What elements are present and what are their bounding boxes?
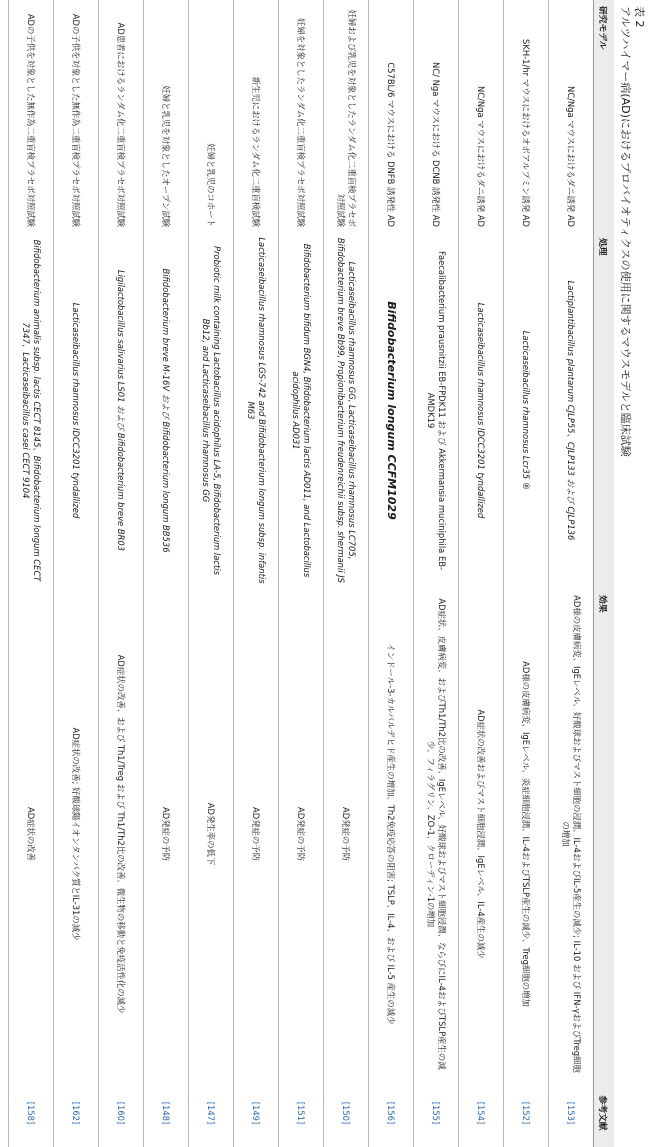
cell-effect	[0, 589, 9, 1079]
table-label: 表 2	[633, 6, 646, 28]
cell-treatment: Bifidobacterium animalis subsp. lactis CECT 8145、Bifidobacterium longum CECT 7347、Lacticaseibacillus casei CECT 9104	[9, 232, 54, 589]
table-row	[279, 0, 324, 1147]
cell-treatment: Bifidobacterium longum CCFM1029	[369, 232, 414, 589]
table-row	[459, 0, 504, 1147]
table-row	[234, 0, 279, 1147]
reference-link[interactable]: [156]	[369, 1079, 414, 1147]
table-row	[324, 0, 369, 1147]
reference-link[interactable]: [150]	[324, 1079, 369, 1147]
cell-treatment: Faecalibacterium prausnitzii EB-FPDK11 および Akkermansia muciniphila EB-AMDK19	[414, 232, 459, 589]
cell-treatment: Lacticaseibacillus rhamnosus IDCC3201 tyndallized	[54, 232, 99, 589]
cell-treatment: Bifidobacterium bifidum BGN4, Bifidobacterium lactis AD011, and Lactobacillus acidophilus AD031	[279, 232, 324, 589]
table-row	[189, 0, 234, 1147]
reference-link[interactable]: [160]	[99, 1079, 144, 1147]
cell-effect: AD症状、皮膚病変、およびTh1/Th2比の改善、IgEレベル、好酸球およびマスト細胞浸潤、ならびにIL-4およびTSLP産生の減少、フィラグリン、ZO-1、クローディン-1の増加	[414, 589, 459, 1079]
table-row	[99, 0, 144, 1147]
cell-effect: AD症状の改善; 好酸球陽イオンタンパク質とIL-31の減少	[54, 589, 99, 1079]
cell-effect: AD発症の予防	[234, 589, 279, 1079]
table-row	[9, 0, 54, 1147]
cell-treatment: Probiotic milk containing Lactobacillus acidophilus LA-5, Bifidobacterium lactis Bb12, and Lacticaseibacillus rhamnosus GG	[189, 232, 234, 589]
cell-model: ADの子供を対象とした無作為二重盲検プラセボ対照試験	[9, 0, 54, 232]
cell-model: NC/Nga マウスにおけるダニ誘発 AD	[459, 0, 504, 232]
cell-model: 妊婦と乳児のコホート	[189, 0, 234, 232]
cell-treatment	[0, 232, 9, 589]
column-header-treatment: 処理	[594, 232, 615, 589]
cell-model: 妊婦と乳児を対象としたオープン試験	[144, 0, 189, 232]
reference-link[interactable]: [148]	[144, 1079, 189, 1147]
reference-link[interactable]: [152]	[504, 1079, 549, 1147]
table-row	[54, 0, 99, 1147]
reference-link[interactable]: [151]	[279, 1079, 324, 1147]
cell-model: AD患者におけるランダム化二重盲検プラセボ対照試験	[99, 0, 144, 232]
cell-model: 新生児におけるランダム化二重盲検試験	[234, 0, 279, 232]
cell-effect: AD発生率の低下	[189, 589, 234, 1079]
table-header-row	[594, 0, 615, 1147]
cell-model: 妊婦を対象としたランダム化二重盲検プラセボ対照試験	[279, 0, 324, 232]
cell-treatment: Lacticaseibacillus rhamnosus GG, Lacticaseibacillus rhamnosus LC705, Bifidobacterium breve Bb99, Propionibacterium freudenreichii subsp. shermanii JS	[324, 232, 369, 589]
reference-link[interactable]: [158]	[9, 1079, 54, 1147]
reference-link[interactable]	[0, 1079, 9, 1147]
table-caption: アルツハイマー病(AD)におけるプロバイオティクスの使用に関するマウスモデルと臨床試験	[619, 6, 632, 457]
cell-treatment: Ligilactobacillus salivarius LS01 および Bifidobacterium breve BR03	[99, 232, 144, 589]
cell-effect: AD発症の予防	[324, 589, 369, 1079]
cell-treatment: Lacticaseibacillus rhamnosus Lcr35 ®	[504, 232, 549, 589]
cell-treatment: Lacticaseibacillus rhamnosus IDCC3201 tyndallized	[459, 232, 504, 589]
table-row	[144, 0, 189, 1147]
table-row	[549, 0, 594, 1147]
cell-effect: AD症状の改善	[9, 589, 54, 1079]
cell-effect: AD症状の改善、および Th1/Treg および Th1/Th2比の改善、微生物の移動と免疫活性化の減少	[99, 589, 144, 1079]
cell-treatment: Lactiplantibacillus plantarum CJLP55、CJLP133 および CJLP136	[549, 232, 594, 589]
table-row	[414, 0, 459, 1147]
reference-link[interactable]: [155]	[414, 1079, 459, 1147]
reference-link[interactable]: [162]	[54, 1079, 99, 1147]
cell-model: NC/Nga マウスにおけるダニ誘発 AD	[549, 0, 594, 232]
cell-treatment: Lacticaseibacillus rhamnosus LGS-742 and Bifidobacterium longum subsp. infantis M63	[234, 232, 279, 589]
cell-effect: AD様の皮膚病変、IgEレベル、好酸球およびマスト細胞の浸潤、IL-4およびIL-5産生の減少; IL-10 および IFN-γおよびTreg細胞の増加	[549, 589, 594, 1079]
reference-link[interactable]: [153]	[549, 1079, 594, 1147]
cell-effect: インドール-3-カルバルデヒド産生の増加、Th2免疫応答の阻害; TSLP、IL-4、および IL-5 産生の減少	[369, 589, 414, 1079]
reference-link[interactable]: [154]	[459, 1079, 504, 1147]
column-header-reference: 参考文献	[594, 1079, 615, 1147]
cell-model: C57BL/6 マウスにおける DNFB 誘発性 AD	[369, 0, 414, 232]
cell-model	[0, 0, 9, 232]
cell-model: ADの子供を対象とした無作為二重盲検プラセボ対照試験	[54, 0, 99, 232]
cell-model: 妊婦および乳児を対象としたランダム化二重盲検プラセボ対照試験	[324, 0, 369, 232]
cell-treatment: Bifidobacterium breve M-16V および Bifidobacterium longum BB536	[144, 232, 189, 589]
reference-link[interactable]: [149]	[234, 1079, 279, 1147]
cell-model: SKH-1/hr マウスにおけるオボアルブミン誘発 AD	[504, 0, 549, 232]
table-row	[369, 0, 414, 1147]
column-header-model: 研究モデル	[594, 0, 615, 232]
column-header-effect: 効果	[594, 589, 615, 1079]
table-row	[0, 0, 9, 1147]
cell-effect: AD様の皮膚病変、IgEレベル、炎症細胞浸潤、IL-4およびTSLP産生の減少、Treg細胞の増加	[504, 589, 549, 1079]
reference-link[interactable]: [147]	[189, 1079, 234, 1147]
cell-model: NC/ Nga マウスにおける DCNB 誘発性 AD	[414, 0, 459, 232]
cell-effect: AD発症の予防	[279, 589, 324, 1079]
cell-effect: AD発症の予防	[144, 589, 189, 1079]
table-row	[504, 0, 549, 1147]
cell-effect: AD症状の改善およびマスト細胞浸潤、IgEレベル、IL-4産生の減少	[459, 589, 504, 1079]
